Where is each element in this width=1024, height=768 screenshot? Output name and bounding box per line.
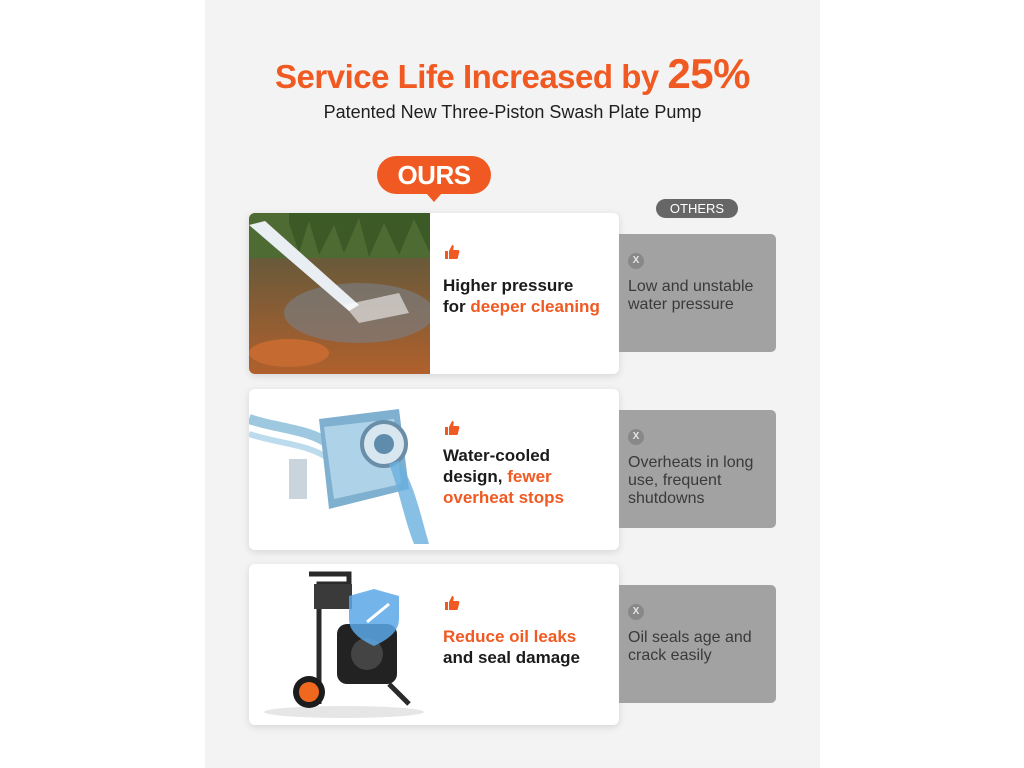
others-card-2 bbox=[619, 410, 776, 528]
x-icon: X bbox=[628, 604, 644, 620]
thumbs-up-icon bbox=[444, 244, 460, 260]
others-card-1 bbox=[619, 234, 776, 352]
others-badge: OTHERS bbox=[656, 199, 738, 218]
ours-badge: OURS bbox=[377, 156, 491, 194]
others-card-3 bbox=[619, 585, 776, 703]
feature-text-plain: and seal damage bbox=[443, 648, 581, 667]
feature-text-2 bbox=[443, 445, 613, 508]
feature-text-highlight: fewer overheat stops bbox=[443, 467, 564, 507]
feature-text-1 bbox=[443, 275, 613, 317]
others-text-2: Overheats in long use, frequent shutdowns bbox=[628, 454, 754, 507]
others-text-3: Oil seals age and crack easily bbox=[628, 629, 752, 664]
title-percent: 25% bbox=[667, 50, 750, 97]
feature-text-plain: Higher pressure bbox=[443, 276, 574, 295]
thumbs-up-icon bbox=[444, 595, 460, 611]
feature-text-pre: design, bbox=[443, 467, 508, 486]
title-text: Service Life Increased by bbox=[275, 58, 668, 95]
feature-card-3 bbox=[249, 564, 619, 725]
page-subtitle: Patented New Three-Piston Swash Plate Pump bbox=[323, 102, 702, 122]
feature-text-highlight: deeper cleaning bbox=[470, 297, 600, 316]
x-icon: X bbox=[628, 429, 644, 445]
feature-card-1 bbox=[249, 213, 619, 374]
feature-text-highlight: Reduce oil leaks bbox=[443, 627, 577, 646]
feature-text-3 bbox=[443, 626, 613, 668]
pressure-washer-photo bbox=[249, 564, 430, 725]
x-icon: X bbox=[628, 253, 644, 269]
feature-text-pre: for bbox=[443, 297, 471, 316]
page-title bbox=[205, 50, 820, 98]
thumbs-up-icon bbox=[444, 420, 460, 436]
feature-card-2 bbox=[249, 389, 619, 550]
pump-cutaway-photo bbox=[249, 389, 430, 550]
others-text-1: Low and unstable water pressure bbox=[628, 278, 754, 313]
feature-text-plain: Water-cooled bbox=[443, 446, 551, 465]
pressure-spray-photo bbox=[249, 213, 430, 374]
ours-badge-pointer bbox=[426, 193, 442, 202]
